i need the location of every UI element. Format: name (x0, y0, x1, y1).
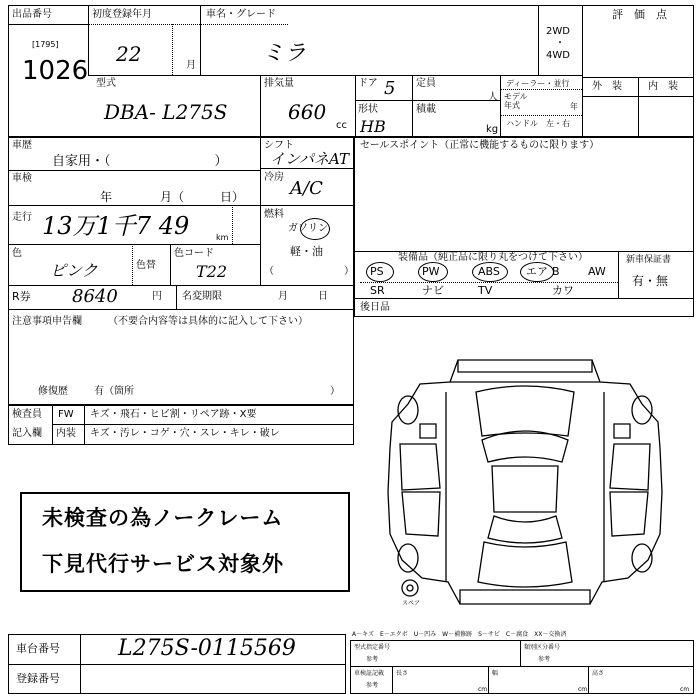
length-label: 長さ (396, 670, 409, 677)
divider (260, 205, 354, 206)
equip-circle-ps (366, 262, 394, 282)
fw-text: キズ・飛石・ヒビ割・リペア跡・X要 (90, 409, 257, 420)
history-value: 自家用・（ ） (52, 154, 228, 169)
capacity-label: 定員 (416, 78, 436, 89)
divider (8, 285, 354, 286)
aircon-value: A/C (290, 178, 323, 199)
inspector-label-bottom: 記入欄 (12, 428, 42, 439)
cm-unit-3: cm (680, 686, 690, 693)
divider (500, 115, 582, 116)
equip-circle-abs (472, 262, 508, 282)
evaluation-label: 評 価 点 (612, 8, 667, 21)
notes-label: 注意事項申告欄 (12, 316, 82, 327)
sales-point-label: セールスポイント（正常に機能するものに限ります） (360, 140, 600, 151)
year-unit: 年 (570, 102, 578, 111)
equipment-item: B (552, 265, 560, 278)
yen-unit: 円 (152, 291, 162, 302)
divider (8, 664, 346, 665)
name-change-label: 名変期限 (182, 291, 222, 302)
equipment-item: SR (370, 284, 385, 297)
divider (500, 75, 501, 137)
recycle-label: R券 (12, 290, 31, 303)
warranty-label: 新車保証書 (626, 255, 672, 265)
lot-number: 1026 (22, 56, 89, 86)
drive-2wd: 2WD (546, 26, 570, 37)
interior-inspect-text: キズ・汚レ・コゲ・穴・スレ・キレ・破レ (90, 428, 280, 439)
sales-frame (354, 137, 694, 317)
ref-label-2: 参考 (538, 656, 551, 663)
equip-circle-pw (418, 262, 448, 282)
divider (354, 298, 694, 299)
damage-legend: A－キズ E－エクボ U－凹み W－補修跡 S－サビ C－腐食 XX－交換済 (352, 631, 567, 638)
divider (500, 89, 582, 90)
warranty-value: 有・無 (632, 274, 669, 288)
drive-4wd: 4WD (546, 50, 570, 61)
divider (260, 75, 261, 137)
divider (618, 251, 619, 298)
divider (232, 205, 233, 244)
interior-label: 内 装 (648, 81, 678, 92)
divider (170, 244, 171, 285)
registration-label: 登録番号 (16, 672, 60, 685)
reg-year-value: 22 (116, 42, 142, 66)
fuel-diesel: 軽・油 (290, 245, 323, 258)
interior-inspect-label: 内装 (56, 428, 76, 439)
inspector-label-top: 検査員 (12, 409, 42, 420)
cert-frame (350, 640, 694, 694)
cc-unit: cc (336, 120, 347, 131)
repair-value: 有（箇所 (94, 386, 134, 397)
car-name-value: ミラ (262, 41, 307, 66)
equipment-item: PS (370, 265, 384, 278)
model-year-label: モデル 年式 (504, 92, 528, 110)
equipment-item: カワ (552, 284, 574, 297)
divider (355, 75, 356, 137)
fuel-gasoline: ガソリン (288, 223, 328, 234)
inspection-value: 年 月（ 日） (100, 190, 245, 204)
divider (638, 77, 639, 137)
exterior-label: 外 装 (592, 81, 622, 92)
reg-year-label: 初度登録年月 (92, 9, 152, 20)
equipment-label: 装備品（純正品に限り丸をつけて下さい） (398, 252, 588, 263)
model-label: 型式 (96, 78, 116, 89)
divider (8, 244, 260, 245)
after-label: 後日品 (360, 302, 390, 313)
divider (360, 282, 618, 283)
lot-number-label: 出品番号 (12, 9, 52, 20)
equipment-item: TV (478, 284, 493, 297)
ref-label-3: 参考 (366, 682, 379, 689)
notes-note: （不要合内容等は具体的に記入して下さい） (108, 316, 308, 327)
mileage-label: 走行 (12, 212, 32, 223)
shift-label: シフト (264, 140, 294, 151)
door-value: 5 (384, 78, 396, 99)
mileage-value: 13万1千7 49 (42, 212, 190, 240)
divider (355, 100, 500, 101)
load-label: 積載 (416, 104, 436, 115)
color-label: 色 (12, 248, 22, 259)
fuel-label: 燃料 (264, 209, 284, 220)
cm-unit-1: cm (478, 686, 488, 693)
notice-line-1: 未検査の為ノークレーム (42, 506, 284, 530)
divider (8, 24, 88, 25)
divider (392, 666, 393, 694)
shift-value: インパネAT (270, 150, 349, 168)
capacity-unit: 人 (488, 92, 498, 103)
chassis-label: 車台番号 (16, 642, 60, 655)
divider (8, 309, 354, 310)
month-unit: 月 (186, 60, 196, 71)
handle-label: ハンドル 左・右 (506, 119, 570, 128)
divider (132, 244, 133, 285)
width-label: 幅 (492, 670, 499, 677)
divider (582, 5, 583, 137)
equipment-item: ナビ (422, 284, 444, 297)
repair-close: ） (330, 386, 340, 397)
type-cert-label: 型式指定番号 (354, 644, 391, 651)
car-grade-label: 車名・グレード (206, 9, 276, 20)
divider (52, 424, 354, 425)
fuel-paren: （ ） (264, 266, 354, 277)
notice-line-2: 下見代行サービス対象外 (42, 552, 284, 576)
displacement-value: 660 (288, 100, 327, 124)
displacement-label: 排気量 (264, 78, 294, 89)
divider (88, 24, 288, 25)
divider (8, 170, 260, 171)
divider (172, 24, 173, 75)
class-label: 類別区分番号 (524, 644, 561, 651)
divider (488, 666, 489, 694)
size-label: 車検証記載 (354, 670, 385, 677)
equip-circle-air (520, 262, 554, 282)
divider (412, 75, 413, 137)
km-unit: km (216, 233, 229, 242)
inspection-label: 車検 (12, 173, 32, 184)
color-value: ピンク (50, 261, 98, 280)
divider (84, 405, 85, 445)
ref-label-1: 参考 (366, 656, 379, 663)
divider (520, 640, 521, 666)
divider (52, 405, 53, 445)
equipment-item: ABS (478, 265, 500, 278)
drive-dot: ・ (555, 38, 565, 49)
name-change-value: 月 日 (278, 291, 328, 302)
model-value: DBA- L275S (104, 100, 228, 124)
dealer-label: ディーラー・並行 (506, 79, 570, 88)
lot-small-number: [1795] (32, 40, 59, 49)
color-change-label: 色替 (136, 260, 156, 271)
divider (88, 75, 582, 76)
load-unit: kg (486, 124, 499, 135)
divider (350, 666, 694, 667)
divider (588, 666, 589, 694)
equipment-item: AW (588, 265, 606, 278)
height-label: 高さ (592, 670, 605, 677)
fw-label: FW (58, 409, 74, 420)
color-code-value: T22 (196, 262, 228, 281)
fuel-circle (300, 218, 330, 240)
divider (260, 137, 261, 285)
recycle-value: 8640 (72, 286, 118, 307)
aircon-label: 冷房 (264, 172, 284, 183)
door-label: ドア (358, 78, 378, 89)
color-code-label: 色コード (174, 248, 214, 259)
divider (200, 5, 201, 75)
chassis-value: L275S-0115569 (118, 636, 296, 661)
spare-label: スペア (402, 600, 421, 607)
shape-value: HB (360, 117, 386, 136)
repair-label: 修復歴 (38, 386, 68, 397)
divider (538, 5, 539, 75)
car-body-diagram (380, 352, 670, 614)
equipment-item: PW (422, 265, 440, 278)
cm-unit-2: cm (578, 686, 588, 693)
history-label: 車歴 (12, 140, 32, 151)
divider (176, 285, 177, 309)
shape-label: 形状 (358, 104, 378, 115)
equipment-item: エア (526, 265, 548, 278)
